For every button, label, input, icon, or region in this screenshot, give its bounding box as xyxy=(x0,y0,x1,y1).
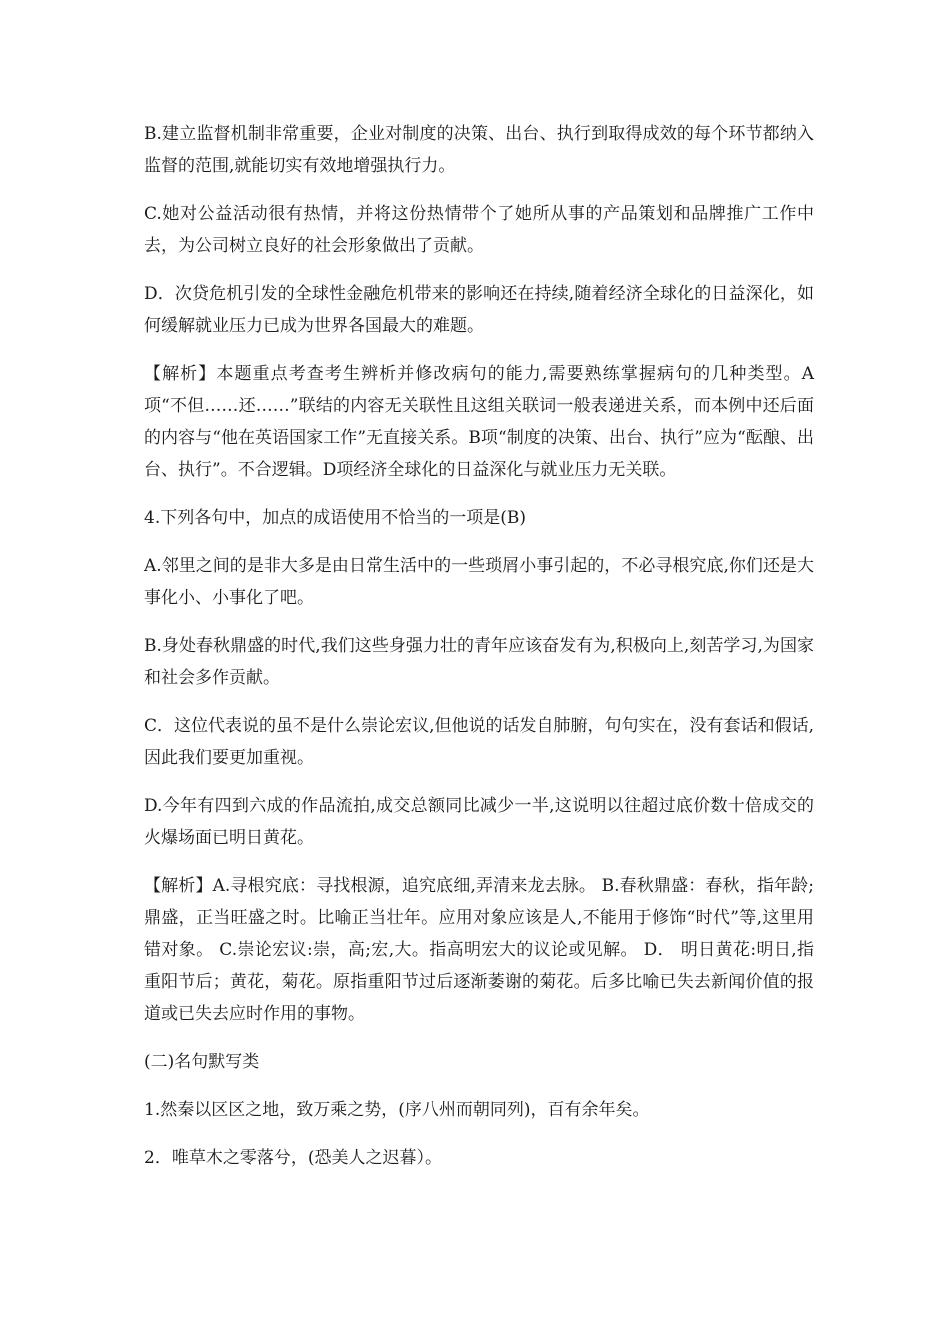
q4-option-c: C．这位代表说的虽不是什么崇论宏议,但他说的话发自肺腑，句句实在，没有套话和假话,因此我们要更加重视。 xyxy=(144,716,814,768)
q4-option-b: B.身处春秋鼎盛的时代,我们这些身强力壮的青年应该奋发有为,积极向上,刻苦学习,为国家和社会多作贡献。 xyxy=(144,636,814,688)
quote-item-1: 1.然秦以区区之地，致万乘之势，(序八州而朝同列)，百有余年矣。 xyxy=(144,1100,650,1120)
q4-option-d: D.今年有四到六成的作品流拍,成交总额同比减少一半,这说明以往超过底价数十倍成交的火爆场面已明日黄花。 xyxy=(144,796,814,848)
document-body xyxy=(144,118,814,1190)
question-4-stem: 4.下列各句中，加点的成语使用不恰当的一项是(B) xyxy=(144,508,526,528)
option-b-paragraph: B.建立监督机制非常重要，企业对制度的决策、出台、执行到取得成效的每个环节都纳入监督的范围,就能切实有效地增强执行力。 xyxy=(144,124,814,176)
analysis-paragraph-q3: 【解析】本题重点考查考生辨析并修改病句的能力,需要熟练掌握病句的几种类型。A项“不但……还……”联结的内容无关联性且这组关联词一般表递进关系，而本例中还后面的内容与“他在英语国家工作”无直接关系。B项“制度的决策、出台、执行”应为“酝酿、出台、执行”。不合逻辑。D项经济全球化的日益深化与就业压力无关联。 xyxy=(144,364,814,480)
analysis-paragraph-q4: 【解析】A.寻根究底：寻找根源，追究底细,弄清来龙去脉。 B.春秋鼎盛：春秋，指年龄;鼎盛，正当旺盛之时。比喻正当壮年。应用对象应该是人,不能用于修饰“时代”等,这里用错对象。 C.崇论宏议:崇，高;宏,大。指高明宏大的议论或见解。 D． 明日黄花:明日,指重阳节后；黄花，菊花。原指重阳节过后逐渐萎谢的菊花。后多比喻已失去新闻价值的报道或已失去应时作用的事物。 xyxy=(144,876,814,1024)
quote-item-2: 2．唯草木之零落兮，(恐美人之迟暮）。 xyxy=(144,1148,442,1168)
section-heading-famous-quotes: (二)名句默写类 xyxy=(144,1052,260,1072)
q4-option-a: A.邻里之间的是非大多是由日常生活中的一些琐屑小事引起的，不必寻根究底,你们还是大事化小、小事化了吧。 xyxy=(144,556,814,608)
option-d-paragraph: D．次贷危机引发的全球性金融危机带来的影响还在持续,随着经济全球化的日益深化，如何缓解就业压力已成为世界各国最大的难题。 xyxy=(144,284,814,336)
option-c-paragraph: C.她对公益活动很有热情，并将这份热情带个了她所从事的产品策划和品牌推广工作中去，为公司树立良好的社会形象做出了贡献。 xyxy=(144,204,814,256)
